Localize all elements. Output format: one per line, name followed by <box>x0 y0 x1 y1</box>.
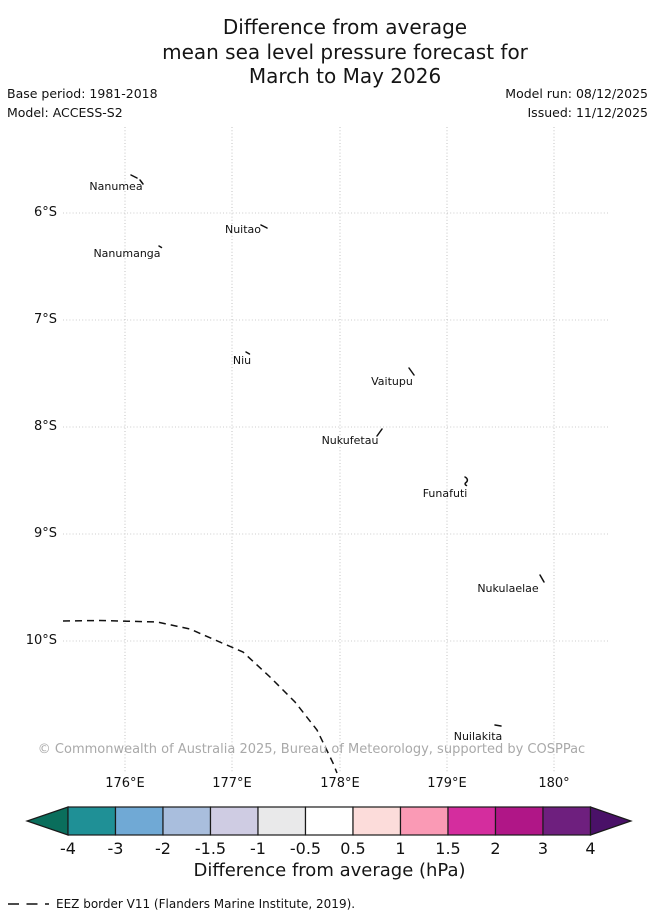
colorbar-right-arrow <box>591 807 632 835</box>
island-mark-vaitupu <box>409 368 414 375</box>
island-marks <box>131 175 544 726</box>
colorbar-cell-5 <box>306 807 354 835</box>
lat-tick-label: 7°S <box>33 312 57 327</box>
model-text: Model: ACCESS-S2 <box>7 105 123 120</box>
colorbar-tick-1: 1 <box>395 839 406 858</box>
title-line-1: Difference from average <box>222 15 468 39</box>
colorbar-cell-1 <box>116 807 164 835</box>
title-line-2: mean sea level pressure forecast for <box>162 39 528 64</box>
colorbar-tick--1.5: -1.5 <box>194 839 227 858</box>
colorbar-cell-4 <box>258 807 306 835</box>
colorbar-tick-2: 2 <box>490 839 501 858</box>
colorbar-tick-0.5: 0.5 <box>340 839 366 858</box>
colorbar-tick--3: -3 <box>107 839 124 858</box>
colorbar-cell-10 <box>543 807 591 835</box>
lon-tick-label: 177°E <box>212 776 252 791</box>
island-label-nanumanga: Nanumanga <box>93 247 161 260</box>
colorbar-axis-label: Difference from average (hPa) <box>193 860 466 881</box>
issued-text: Issued: 11/12/2025 <box>527 105 648 120</box>
colorbar-cell-9 <box>496 807 544 835</box>
title-line-3: March to May 2026 <box>248 64 442 88</box>
colorbar-tick-3: 3 <box>537 839 549 858</box>
eez-legend-text: EEZ border V11 (Flanders Marine Institute, 2019). <box>56 897 356 911</box>
latitude-gridlines <box>63 213 608 641</box>
model-run-text: Model run: 08/12/2025 <box>505 86 648 101</box>
island-label-vaitupu: Vaitupu <box>371 375 413 388</box>
island-label-funafuti: Funafuti <box>422 487 468 500</box>
lon-tick-label: 180° <box>538 776 570 791</box>
lat-tick-label: 10°S <box>25 633 57 648</box>
colorbar-tick--1: -1 <box>250 839 266 858</box>
colorbar-cell-6 <box>353 807 401 835</box>
island-label-nanumea: Nanumea <box>89 180 143 193</box>
colorbar-cell-7 <box>401 807 449 835</box>
island-label-nukulaelae: Nukulaelae <box>477 582 539 595</box>
page-title <box>35 15 655 89</box>
colorbar-cell-2 <box>163 807 211 835</box>
colorbar-left-arrow <box>27 807 68 835</box>
lat-tick-label: 8°S <box>33 419 57 434</box>
dashed-line-sample-icon <box>7 898 49 910</box>
island-label-niu: Niu <box>232 354 252 367</box>
colorbar-cell-8 <box>448 807 496 835</box>
colorbar-cell-3 <box>211 807 259 835</box>
lon-tick-label: 176°E <box>105 776 145 791</box>
island-label-nuilakita: Nuilakita <box>453 730 503 743</box>
island-mark-nukulaelae <box>540 575 544 582</box>
copyright-text: © Commonwealth of Australia 2025, Bureau of Meteorology, supported by COSPPac <box>37 742 586 757</box>
colorbar-tick--2: -2 <box>155 839 171 858</box>
colorbar-cells <box>27 807 631 835</box>
colorbar-tick-4: 4 <box>585 839 596 858</box>
lat-tick-label: 6°S <box>33 205 57 220</box>
colorbar-tick--0.5: -0.5 <box>289 839 322 858</box>
island-mark-nuilakita <box>495 725 501 726</box>
colorbar <box>0 804 655 840</box>
base-period-text: Base period: 1981-2018 <box>7 86 158 101</box>
colorbar-tick--4: -4 <box>60 839 76 858</box>
island-label-nuitao: Nuitao <box>224 223 262 236</box>
eez-legend <box>7 897 355 911</box>
colorbar-tick-1.5: 1.5 <box>435 839 461 858</box>
island-mark-funafuti <box>465 477 467 486</box>
lon-tick-label: 179°E <box>427 776 467 791</box>
island-label-nukufetau: Nukufetau <box>321 434 379 447</box>
lon-tick-label: 178°E <box>320 776 360 791</box>
colorbar-cell-0 <box>68 807 116 835</box>
lat-tick-label: 9°S <box>33 526 57 541</box>
